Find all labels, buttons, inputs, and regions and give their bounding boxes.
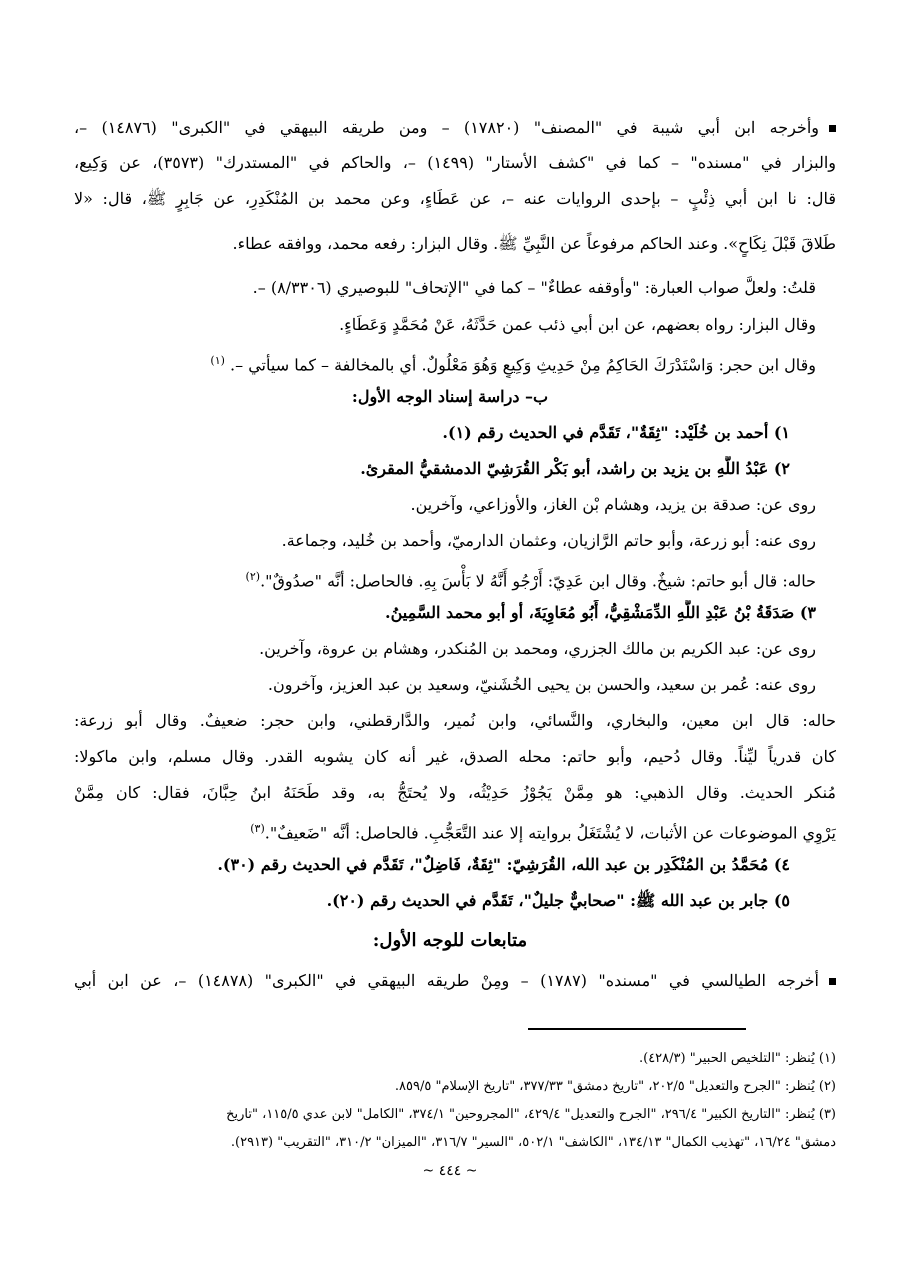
text-line-3: قال: نا ابن أبي ذِئْبٍ – بإحدى الروايات عنه –، عن عَطَاءٍ، وعن محمد بن المُنْكَدِرِ، عن جَابِرٍ ﷺ، قال: «لا	[74, 189, 836, 208]
text-line-4: طَلاقَ قَبْلَ نِكَاحٍ». وعند الحاكم مرفوعاً عن النَّبِيِّ ﷺ. وقال البزار: رفعه محمد، ووافقه عطاء.	[232, 234, 836, 253]
narrator-3-status-4: يَرْوِي الموضوعات عن الأثبات، لا يُشْتَغَلُ بروايته إلا عند التَّعَجُّبِ. فالحاصل: أنَّه "ضَعيفٌ".$^{(٣)}$	[250, 822, 836, 843]
narrator-3-status-1: حاله: قال ابن معين، والبخاري، والنَّسائي، وابن نُمير، والدَّارقطني، وابن حجر: ضعيفٌ. وقال أبو زرعة:	[74, 711, 836, 730]
narrator-3-to: روى عنه: عُمر بن سعيد، والحسن بن يحيى الخُشَنيّ، وسعيد بن عبد العزيز، وآخرون.	[267, 675, 816, 694]
footnote-1: (١) يُنظر: "التلخيص الحبير" (٤٢٨/٣).	[638, 1051, 836, 1066]
footnote-ref-1: (١)	[210, 354, 225, 367]
footnote-2: (٢) يُنظر: "الجرح والتعديل" ٢٠٢/٥، "تاريخ دمشق" ٣٧٧/٣٣، "تاريخ الإسلام" ٨٥٩/٥.	[394, 1079, 836, 1094]
narrator-3-from: روى عن: عبد الكريم بن مالك الجزري، ومحمد بن المُنكدر، وهشام بن عروة، وآخرين.	[259, 639, 816, 658]
text-line-last: أخرجه الطيالسي في "مسنده" (١٧٨٧) – ومِنْ طريقه البيهقي في "الكبرى" (١٤٨٧٨) –، عن ابن أبي	[74, 968, 836, 994]
footnote-3-cont: دمشق" ١٦/٢٤، "تهذيب الكمال" ١٣٤/١٣، "الكاشف" ٥٠٢/١، "السير" ٣١٦/٧، "الميزان" ٣١٠/٢، "التقريب" (٢٩١٣).	[230, 1135, 836, 1150]
footnote-separator	[528, 1028, 746, 1030]
narrator-1: ١) أحمد بن خُلَيْد: "ثِقَةٌ"، تَقَدَّم في الحديث رقم (١).	[442, 423, 790, 442]
section-heading-b: ب– دراسة إسناد الوجه الأول:	[351, 387, 549, 406]
section-heading-mutabaat: متابعات للوجه الأول:	[372, 930, 528, 951]
page-number: ~ ٤٤٤ ~	[422, 1163, 478, 1179]
narrator-5: ٥) جابر بن عبد الله ﷺ: "صحابيٌّ جليلٌ"، تَقَدَّم في الحديث رقم (٢٠).	[326, 891, 790, 910]
text-line-5: قلتُ: ولعلَّ صواب العبارة: "وأوقفه عطاءٌ" – كما في "الإتحاف" للبوصيري (٨/٣٣٠٦) –.	[252, 278, 816, 297]
narrator-4: ٤) مُحَمَّدُ بن المُنْكَدِر بن عبد الله، القُرَشِيّ: "ثِقَةٌ، فَاضِلٌ"، تَقَدَّم في الحديث رقم (٣٠).	[217, 855, 790, 874]
text-line-6: وقال البزار: رواه بعضهم، عن ابن أبي ذئب عمن حَدَّثَهُ، عَنْ مُحَمَّدٍ وَعَطَاءٍ.	[339, 315, 816, 334]
narrator-3: ٣) صَدَقَةُ بْنُ عَبْدِ اللَّهِ الدِّمَشْقِيُّ، أَبُو مُعَاوِيَةَ، أو أبو محمد السَّمِينُ.	[385, 603, 816, 622]
narrator-2-to: روى عنه: أبو زرعة، وأبو حاتم الرَّازيان، وعثمان الدارميّ، وأحمد بن خُليد، وجماعة.	[281, 531, 816, 550]
bullet-marker	[829, 978, 836, 985]
narrator-2: ٢) عَبْدُ اللَّهِ بن يزيد بن راشد، أبو بَكْر القُرَشِيّ الدمشقيُّ المقرئ.	[360, 459, 790, 478]
bullet-marker	[829, 125, 836, 132]
text-line-2: والبزار في "مسنده" – كما في "كشف الأستار" (١٤٩٩) –، والحاكم في "المستدرك" (٣٥٧٣)، عن وَكِيع،	[74, 153, 836, 172]
narrator-2-status: حاله: قال أبو حاتم: شيخٌ. وقال ابن عَدِيّ: أَرْجُو أَنَّهُ لا بَأْسَ بِهِ. فالحاصل: أنَّه "صدُوقٌ".$^{(٢)}$	[245, 570, 816, 591]
narrator-3-status-3: مُنكر الحديث. وقال الذهبي: هو مِمَّنْ يَجُوْزُ حَدِيْثُه، ولا يُحتَجُّ به، وقد طَحَنَهُ ابنُ حِبَّانَ، فقال: كان مِمَّنْ	[74, 783, 836, 802]
text-line-1: وأخرجه ابن أبي شيبة في "المصنف" (١٧٨٢٠) – ومن طريقه البيهقي في "الكبرى" (١٤٨٧٦) –،	[74, 115, 836, 141]
narrator-2-from: روى عن: صدقة بن يزيد، وهشام بْن الغاز، والأوزاعي، وآخرين.	[410, 495, 816, 514]
narrator-3-status-2: كان قدرياً ليِّناً. وقال دُحيم، وأبو حاتم: محله الصدق، غير أنه كان يشوبه القدر. وقال مسلم، وابن ماكولا:	[74, 747, 836, 766]
footnote-ref-2: (٢)	[245, 570, 261, 583]
footnote-ref-3: (٣)	[250, 822, 265, 835]
footnote-3: (٣) يُنظر: "التاريخ الكبير" ٢٩٦/٤، "الجرح والتعديل" ٤٢٩/٤، "المجروحين" ٣٧٤/١، "الكامل" لابن عدي ١١٥/٥، "تاريخ	[226, 1107, 836, 1122]
text-line-7: وقال ابن حجر: وَاسْتَدْرَكَ الحَاكِمُ مِنْ حَدِيثِ وَكِيعٍ وَهُوَ مَعْلُولٌ. أي بالمخالفة – كما سيأتي –. $^{(١)}$	[210, 354, 816, 375]
